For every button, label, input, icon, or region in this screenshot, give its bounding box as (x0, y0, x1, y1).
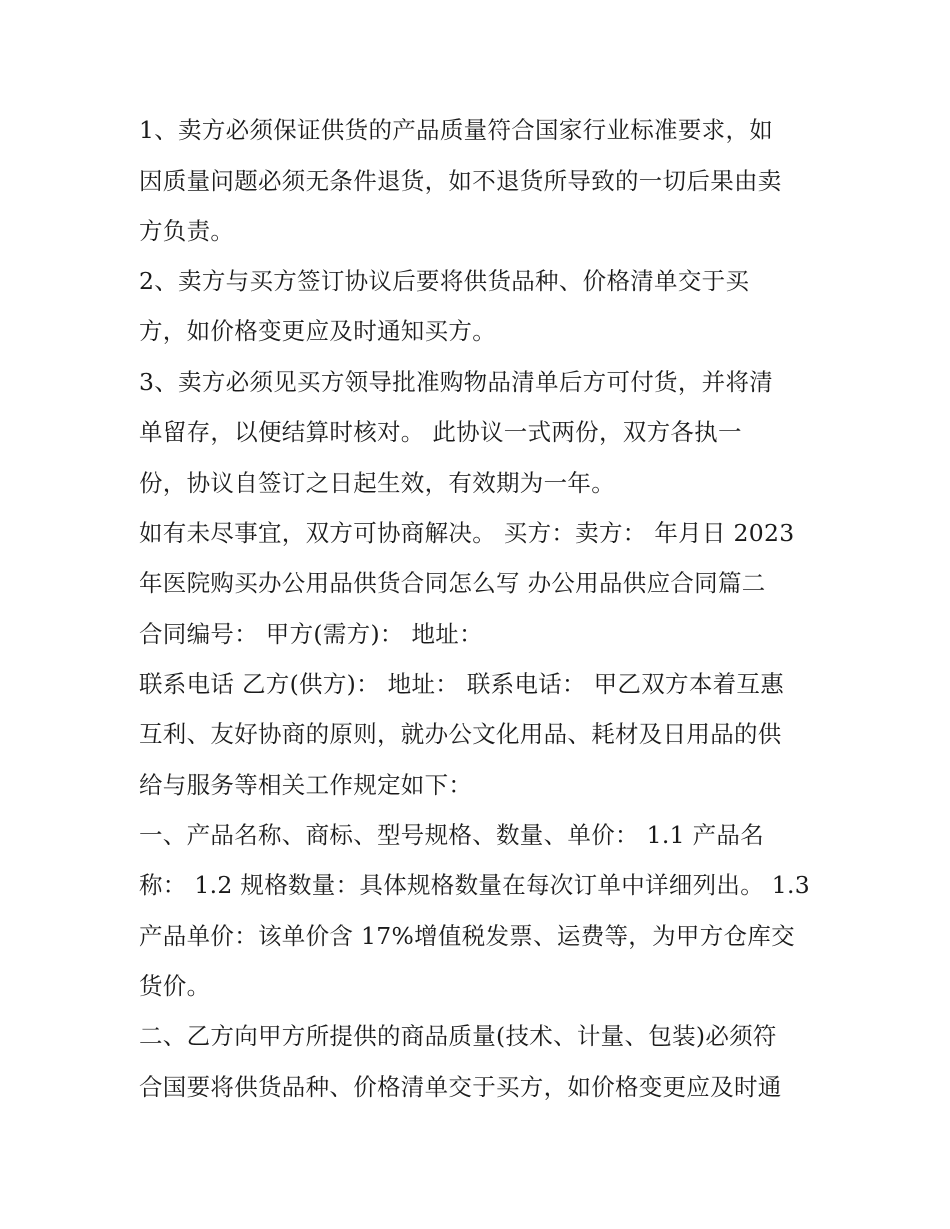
text-line: 给与服务等相关工作规定如下： (139, 771, 473, 799)
text-line: 3、卖方必须见买方领导批准购物品清单后方可付货，并将清 (139, 368, 774, 396)
text-line: 方负责。 (139, 217, 235, 245)
text-line: 方，如价格变更应及时通知买方。 (139, 317, 496, 345)
text-line: 二、乙方向甲方所提供的商品质量(技术、计量、包装)必须符 (139, 1022, 777, 1050)
text-line: 份，协议自签订之日起生效，有效期为一年。 (139, 469, 615, 497)
text-line: 2、卖方与买方签订协议后要将供货品种、价格清单交于买 (139, 267, 750, 295)
text-line: 年医院购买办公用品供货合同怎么写 办公用品供应合同篇二 (139, 569, 766, 597)
text-line: 单留存，以便结算时核对。 此协议一式两份，双方各执一 (139, 418, 742, 446)
text-line: 互利、友好协商的原则，就办公文化用品、耗材及日用品的供 (139, 720, 782, 748)
text-line: 产品单价：该单价含 17%增值税发票、运费等，为甲方仓库交 (139, 922, 795, 950)
text-line: 合同编号： 甲方(需方)： 地址： (139, 620, 483, 648)
text-line: 1、卖方必须保证供货的产品质量符合国家行业标准要求，如 (139, 116, 774, 144)
text-line: 如有未尽事宜，双方可协商解决。 买方：卖方： 年月日 2023 (139, 519, 795, 547)
text-line: 联系电话 乙方(供方)： 地址： 联系电话： 甲乙双方本着互惠 (139, 670, 785, 698)
text-line: 合国要将供货品种、价格清单交于买方，如价格变更应及时通 (139, 1073, 782, 1101)
text-line: 一、产品名称、商标、型号规格、数量、单价： 1.1 产品名 (139, 821, 765, 849)
text-line: 称： 1.2 规格数量：具体规格数量在每次订单中详细列出。 1.3 (139, 871, 811, 899)
text-line: 货价。 (139, 972, 211, 1000)
text-line: 因质量问题必须无条件退货，如不退货所导致的一切后果由卖 (139, 167, 782, 195)
